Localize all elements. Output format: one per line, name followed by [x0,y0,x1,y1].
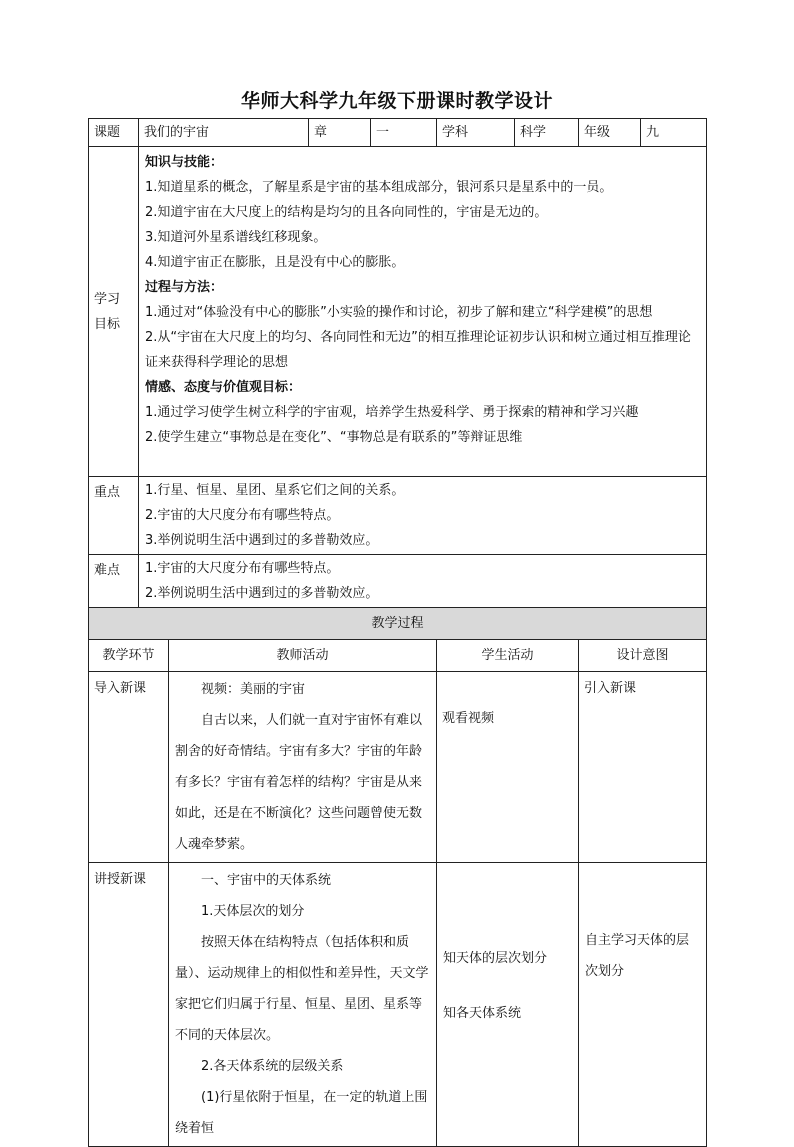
teacher-activity-intro [169,672,437,863]
objective-item: 1.通过对“体验没有中心的膨胀”小实验的操作和讨论，初步了解和建立“科学建模”的思想 [145,305,653,320]
process-col-teacher: 教师活动 [169,640,437,672]
grade-label: 年级 [579,119,641,147]
teacher-paragraph: 视频：美丽的宇宙 [201,682,306,697]
objective-item: 1.知道星系的概念，了解星系是宇宙的基本组成部分，银河系只是星系中的一员。 [145,180,613,195]
grade-value: 九 [641,119,707,147]
key-point-item: 3.举例说明生活中遇到过的多普勒效应。 [145,533,379,548]
process-col-student: 学生活动 [437,640,579,672]
teacher-paragraph: 2.各天体系统的层级关系 [201,1059,344,1074]
objectives-label: 学习 目标 [89,147,139,477]
difficult-points-label: 难点 [89,555,139,608]
objective-item: 2.从“宇宙在大尺度上的均匀、各向同性和无边”的相互推理论证初步认识和树立通过相互推理论证来获得科学理论的思想 [145,330,691,370]
stage-intro: 导入新课 [89,672,169,863]
key-point-item: 2.宇宙的大尺度分布有哪些特点。 [145,508,340,523]
stage-teaching: 讲授新课 [89,863,169,1147]
objective-item: 2.使学生建立“事物总是在变化”、“事物总是有联系的”等辩证思维 [145,430,523,445]
process-col-stage: 教学环节 [89,640,169,672]
process-col-intent: 设计意图 [579,640,707,672]
teacher-activity-teaching [169,863,437,1147]
key-points-label: 重点 [89,477,139,555]
objectives-content [139,147,707,477]
objectives-heading-knowledge: 知识与技能： [145,155,224,170]
teacher-paragraph: 按照天体在结构特点（包括体积和质量）、运动规律上的相似性和差异性，天文学家把它们归属于行星、恒星、星团、星系等不同的天体层次。 [175,935,429,1043]
subject-value: 科学 [515,119,579,147]
teacher-paragraph: 一、宇宙中的天体系统 [201,873,332,888]
difficult-point-item: 1.宇宙的大尺度分布有哪些特点。 [145,561,340,576]
student-activity-item: 知各天体系统 [443,1006,522,1021]
chapter-label: 章 [309,119,371,147]
objective-item: 1.通过学习使学生树立科学的宇宙观，培养学生热爱科学、勇于探索的精神和学习兴趣 [145,405,639,420]
teacher-paragraph: (1)行星依附于恒星，在一定的轨道上围绕着恒 [175,1090,428,1136]
teacher-paragraph: 自古以来，人们就一直对宇宙怀有难以割舍的好奇情结。宇宙有多大？宇宙的年龄有多长？宇宙有着怎样的结构？宇宙是从来如此，还是在不断演化？这些问题曾使无数人魂牵梦萦。 [175,713,423,852]
lesson-plan-table [88,118,707,1147]
objective-item: 4.知道宇宙正在膨胀，且是没有中心的膨胀。 [145,255,405,270]
topic-value: 我们的宇宙 [139,119,309,147]
key-points-content [139,477,707,555]
chapter-value: 一 [371,119,437,147]
key-point-item: 1.行星、恒星、星团、星系它们之间的关系。 [145,483,405,498]
student-activity-item: 知天体的层次划分 [443,951,548,966]
document-title: 华师大科学九年级下册课时教学设计 [240,90,553,112]
design-intent-intro: 引入新课 [579,672,707,863]
student-activity-teaching [437,863,579,1147]
objectives-heading-attitude: 情感、态度与价值观目标： [145,380,302,395]
objective-item: 3.知道河外星系谱线红移现象。 [145,230,327,245]
difficult-point-item: 2.举例说明生活中遇到过的多普勒效应。 [145,586,379,601]
subject-label: 学科 [437,119,515,147]
difficult-points-content [139,555,707,608]
topic-label: 课题 [89,119,139,147]
teacher-paragraph: 1.天体层次的划分 [201,904,305,919]
objective-item: 2.知道宇宙在大尺度上的结构是均匀的且各向同性的，宇宙是无边的。 [145,205,548,220]
process-banner: 教学过程 [89,608,707,640]
student-activity-intro: 观看视频 [437,672,579,863]
design-intent-teaching: 自主学习天体的层次划分 [579,863,707,1147]
objectives-heading-process: 过程与方法： [145,280,224,295]
